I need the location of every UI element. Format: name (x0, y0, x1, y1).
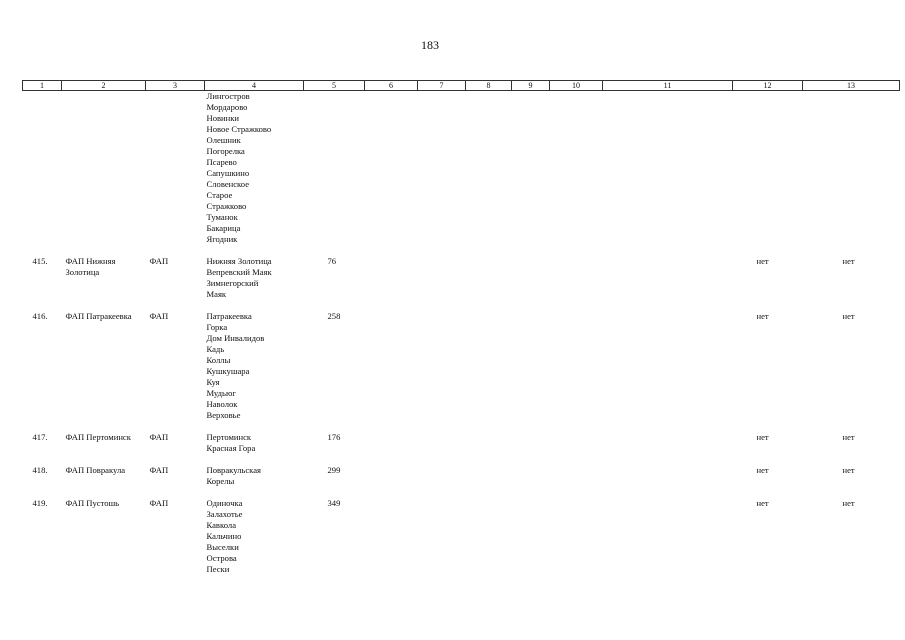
village-name: Маяк (206, 289, 227, 299)
column-header: 7 (418, 81, 466, 91)
village-name: Пертоминск (206, 432, 252, 442)
empty-cell (550, 256, 603, 300)
column-12-value: нет (756, 256, 769, 266)
village-list (205, 465, 304, 487)
village-name: Кавкола (206, 520, 237, 530)
village-list (205, 498, 304, 575)
facility-type: ФАП (149, 465, 169, 475)
empty-cell (466, 498, 512, 575)
village-list (205, 311, 304, 421)
column-header: 2 (62, 81, 146, 91)
village-list (205, 256, 304, 300)
village-name: Коллы (206, 355, 231, 365)
population-value: 176 (327, 432, 341, 442)
village-name: Туманок (206, 212, 238, 222)
empty-cell (603, 498, 733, 575)
column-header: 6 (365, 81, 418, 91)
column-header: 12 (733, 81, 803, 91)
column-13-value: нет (842, 465, 855, 475)
row-spacer (23, 421, 900, 432)
village-name: Мудьюг (206, 388, 236, 398)
empty-cell (512, 256, 550, 300)
facility-name: ФАП Патракеевка (65, 311, 132, 321)
village-name: Дом Инвалидов (206, 333, 265, 343)
empty-cell (365, 311, 418, 421)
row-spacer (23, 487, 900, 498)
village-list (205, 91, 304, 246)
facility-type: ФАП (149, 256, 169, 266)
empty-cell (550, 498, 603, 575)
population-value: 349 (327, 498, 341, 508)
empty-cell (603, 465, 733, 487)
village-name: Одиночка (206, 498, 243, 508)
empty-cell (365, 465, 418, 487)
empty-cell (512, 465, 550, 487)
village-name: Корелы (206, 476, 235, 486)
village-name: Ягодник (206, 234, 238, 244)
empty-cell (466, 256, 512, 300)
row-number: 416. (32, 311, 48, 321)
empty-cell (418, 256, 466, 300)
facility-type: ФАП (149, 311, 169, 321)
village-name: Новое Стражково (206, 124, 272, 134)
village-name: Нижняя Золотица (206, 256, 272, 266)
village-name: Выселки (206, 542, 239, 552)
village-name: Горка (206, 322, 228, 332)
empty-cell (466, 432, 512, 454)
column-header: 3 (146, 81, 205, 91)
facility-name: ФАП Пустошь (65, 498, 120, 508)
village-name: Верховье (206, 410, 241, 420)
village-name: Кадь (206, 344, 225, 354)
village-name: Мордарово (206, 102, 248, 112)
empty-cell (365, 256, 418, 300)
facility-name: ФАП Нижняя Золотица (65, 256, 116, 277)
column-header: 1 (23, 81, 62, 91)
column-header: 11 (603, 81, 733, 91)
facility-type: ФАП (149, 498, 169, 508)
empty-cell (466, 465, 512, 487)
village-name: Стражково (206, 201, 247, 211)
population-value: 258 (327, 311, 341, 321)
empty-cell (550, 465, 603, 487)
column-header: 9 (512, 81, 550, 91)
column-13-value: нет (842, 256, 855, 266)
empty-cell (418, 432, 466, 454)
empty-cell (365, 498, 418, 575)
row-spacer (23, 300, 900, 311)
village-name: Бакарица (206, 223, 241, 233)
village-name: Погорелка (206, 146, 245, 156)
column-12-value: нет (756, 311, 769, 321)
column-header: 4 (205, 81, 304, 91)
table-body (23, 91, 900, 576)
page-number: 183 (421, 38, 439, 52)
empty-cell (603, 256, 733, 300)
column-12-value: нет (756, 465, 769, 475)
column-13-value: нет (842, 498, 855, 508)
village-name: Вепревский Маяк (206, 267, 272, 277)
village-name: Наволок (206, 399, 238, 409)
village-name: Олешник (206, 135, 241, 145)
empty-cell (603, 311, 733, 421)
empty-cell (466, 311, 512, 421)
empty-cell (418, 465, 466, 487)
row-number: 419. (32, 498, 48, 508)
empty-cell (550, 432, 603, 454)
table-row (23, 465, 900, 487)
row-number: 418. (32, 465, 48, 475)
village-name: Повракульская (206, 465, 261, 475)
table-header (23, 81, 900, 91)
village-name: Зимнегорский (206, 278, 259, 288)
facilities-table (22, 80, 900, 575)
facility-name: ФАП Пертоминск (65, 432, 131, 442)
table-row (23, 498, 900, 575)
column-header: 10 (550, 81, 603, 91)
village-name: Словенское (206, 179, 250, 189)
empty-cell (603, 432, 733, 454)
facility-type: ФАП (149, 432, 169, 442)
village-name: Кальчино (206, 531, 242, 541)
table-row (23, 256, 900, 300)
row-spacer (23, 454, 900, 465)
continuation-row (23, 91, 900, 246)
village-name: Куя (206, 377, 220, 387)
village-name: Кушкушара (206, 366, 250, 376)
facility-name: ФАП Повракула (65, 465, 126, 475)
row-number: 415. (32, 256, 48, 266)
village-name: Лингостров (206, 91, 250, 101)
empty-cell (418, 311, 466, 421)
village-name: Острова (206, 553, 237, 563)
village-name: Патракеевка (206, 311, 252, 321)
column-12-value: нет (756, 498, 769, 508)
empty-cell (512, 498, 550, 575)
village-name: Красная Гора (206, 443, 256, 453)
village-name: Пески (206, 564, 230, 574)
table-row (23, 432, 900, 454)
empty-cell (512, 432, 550, 454)
column-header: 5 (304, 81, 365, 91)
row-spacer (23, 245, 900, 256)
column-header: 13 (803, 81, 900, 91)
village-name: Псарево (206, 157, 237, 167)
column-header: 8 (466, 81, 512, 91)
row-number: 417. (32, 432, 48, 442)
village-name: Новинки (206, 113, 240, 123)
village-list (205, 432, 304, 454)
empty-cell (550, 311, 603, 421)
empty-cell (418, 498, 466, 575)
empty-cell (365, 432, 418, 454)
table-row (23, 311, 900, 421)
population-value: 76 (327, 256, 337, 266)
empty-cell (512, 311, 550, 421)
village-name: Залахотье (206, 509, 243, 519)
population-value: 299 (327, 465, 341, 475)
column-12-value: нет (756, 432, 769, 442)
village-name: Старое (206, 190, 233, 200)
column-13-value: нет (842, 311, 855, 321)
village-name: Сапушкино (206, 168, 250, 178)
column-13-value: нет (842, 432, 855, 442)
